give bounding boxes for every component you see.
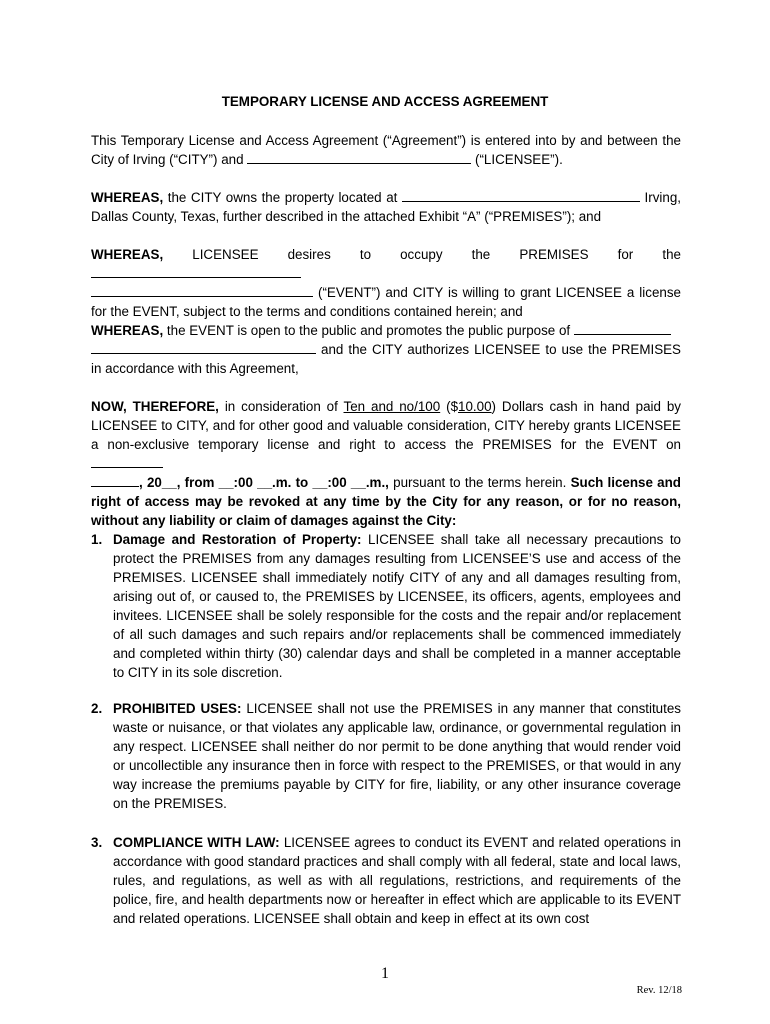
now-therefore-text-4: pursuant to the terms herein. [393, 475, 567, 490]
whereas-3-text-1: the EVENT is open to the public and promotes the public purpose of [166, 323, 571, 338]
document-title: TEMPORARY LICENSE AND ACCESS AGREEMENT [221, 94, 549, 109]
whereas-2-text-2: (“EVENT”) and CITY is willing to grant LICENSEE a license for the EVENT, subject to the terms and conditions contained herein; and [91, 285, 681, 319]
event-description-blank-1[interactable] [91, 265, 301, 278]
section-2-heading: PROHIBITED USES: [113, 701, 242, 716]
section-1-heading: Damage and Restoration of Property: [113, 532, 362, 547]
public-purpose-blank-2[interactable] [91, 341, 316, 354]
section-3-number: 3. [91, 835, 103, 850]
whereas-2-text-1: LICENSEE desires to occupy the PREMISES for the [192, 247, 681, 262]
page-number: 1 [381, 965, 389, 982]
section-1-number: 1. [91, 532, 103, 547]
event-date-blank-2[interactable] [91, 474, 139, 487]
revocation-clause: Such license and right of access may be revoked at any time by the City for any reason, or for no reason, without any liability or claim of damages against the City: [91, 475, 681, 528]
section-1 [91, 530, 681, 682]
event-date-blank-1[interactable] [91, 455, 163, 468]
whereas-3-label: WHEREAS, [91, 323, 164, 338]
now-therefore-text-1: in consideration of [224, 399, 338, 414]
section-3-heading: COMPLIANCE WITH LAW: [113, 835, 280, 850]
event-date-time-line: , 20__, from __:00 __.m. to __:00 __.m., [139, 475, 389, 490]
now-therefore-label: NOW, THEREFORE, [91, 399, 219, 414]
whereas-1-label: WHEREAS, [91, 190, 164, 205]
revision-label: Rev. 12/18 [636, 985, 682, 996]
section-2 [91, 699, 681, 813]
section-2-text: LICENSEE shall not use the PREMISES in any manner that constitutes waste or nuisance, or that violates any applicable law, ordinance, or governmental regulation in any respect. LICENSEE shall neither do nor permit to be done anything that would render void or uncollectible any insurance then in force with respect to the PREMISES, or that would in any way increase the premiums payable by CITY for fire, liability, or any other insurance coverage on the PREMISES. [113, 701, 681, 811]
section-3 [91, 833, 681, 928]
property-location-blank[interactable] [402, 189, 640, 202]
intro-paragraph [91, 131, 681, 169]
public-purpose-blank-1[interactable] [574, 322, 671, 335]
now-therefore-text-3: ) Dollars cash in hand paid by LICENSEE to CITY, and for other good and valuable consideration, CITY hereby grants LICENSEE a non-exclusive temporary license and right to access the PREMISES for the EVENT on [91, 399, 682, 452]
now-therefore-text-2: ($ [446, 399, 459, 414]
intro-text-1: This Temporary License and Access Agreement (“Agreement”) is entered into by and between the City of Irving (“CITY”) and [91, 133, 681, 167]
intro-text-2: (“LICENSEE”). [475, 152, 563, 167]
licensee-name-blank[interactable] [247, 151, 471, 164]
amount-value: 10.00 [458, 399, 492, 414]
section-2-number: 2. [91, 701, 103, 716]
whereas-paragraph-1 [91, 188, 681, 226]
whereas-1-text-2: Irving, Dallas County, Texas, further described in the attached Exhibit “A” (“PREMISES”); and [91, 190, 681, 224]
section-1-text: LICENSEE shall take all necessary precautions to protect the PREMISES from any damages resulting from LICENSEE’S use and access of the PREMISES. LICENSEE shall immediately notify CITY of any and all damages resulting from, arising out of, or caused to, the PREMISES by LICENSEE, its officers, agents, employees and invitees. LICENSEE shall be solely responsible for the costs and the repair and/or replacement of all such damages and such repairs and/or replacements shall be commenced immediately and completed within thirty (30) calendar days and shall be completed in a manner acceptable to CITY in its sole discretion. [113, 532, 681, 680]
whereas-2-label: WHEREAS, [91, 247, 164, 262]
event-description-blank-2[interactable] [91, 284, 313, 297]
whereas-1-text-1: the CITY owns the property located at [167, 190, 398, 205]
now-therefore-paragraph [91, 397, 681, 530]
whereas-paragraph-3 [91, 321, 681, 378]
amount-words: Ten and no/100 [343, 399, 441, 414]
section-3-text: LICENSEE agrees to conduct its EVENT and related operations in accordance with good standard practices and shall comply with all federal, state and local laws, rules, and regulations, as well as with all regulations, restrictions, and requirements of the police, fire, and health departments now or hereafter in effect which are applicable to its EVENT and related operations. LICENSEE shall obtain and keep in effect at its own cost [113, 835, 681, 926]
whereas-3-text-2: and the CITY authorizes LICENSEE to use the PREMISES in accordance with this Agreement, [91, 342, 681, 376]
whereas-paragraph-2 [91, 245, 681, 321]
